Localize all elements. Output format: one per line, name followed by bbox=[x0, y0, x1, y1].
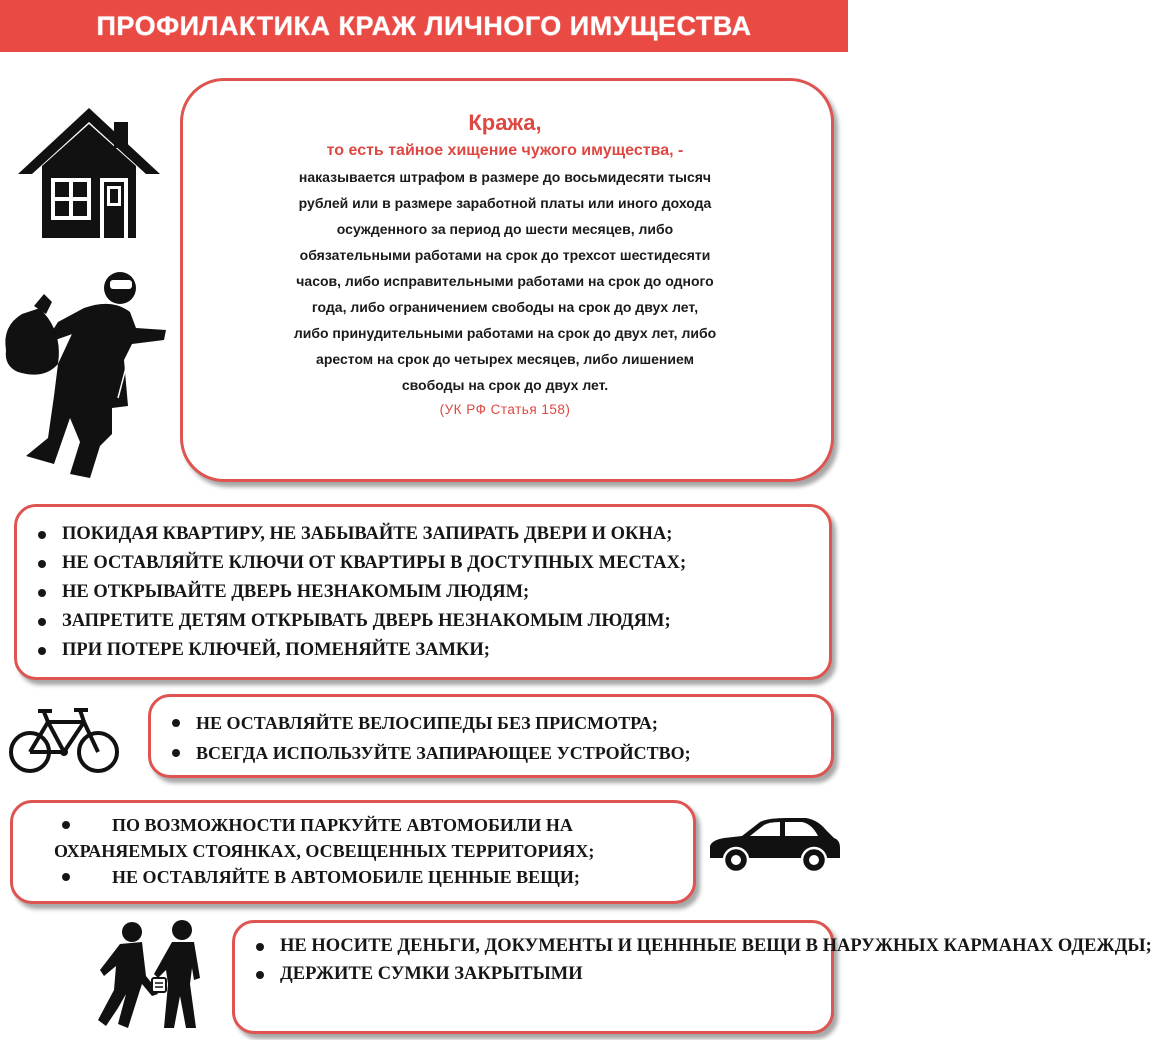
pickpocket-icon bbox=[96, 920, 216, 1030]
list-item bbox=[22, 812, 682, 838]
penalty-text bbox=[198, 164, 812, 398]
list-item: НЕ ОТКРЫВАЙТЕ ДВЕРЬ НЕЗНАКОМЫМ ЛЮДЯМ; bbox=[30, 578, 820, 607]
crime-title: Кража, bbox=[468, 110, 542, 135]
bullet bbox=[62, 821, 70, 829]
car-icon bbox=[706, 818, 844, 874]
penalty-line: арестом на срок до четырех месяцев, либо лишением bbox=[316, 351, 694, 367]
penalty-line: наказывается штрафом в размере до восьмидесяти тысяч bbox=[298, 169, 712, 185]
list-item: ЗАПРЕТИТЕ ДЕТЯМ ОТКРЫВАТЬ ДВЕРЬ НЕЗНАКОМЫМ ЛЮДЯМ; bbox=[30, 607, 820, 636]
page-title: ПРОФИЛАКТИКА КРАЖ ЛИЧНОГО ИМУЩЕСТВА bbox=[96, 11, 752, 41]
bicycle-icon bbox=[8, 702, 120, 774]
law-reference: (УК РФ Статья 158) bbox=[439, 402, 571, 417]
list-item: НЕ ОСТАВЛЯЙТЕ КЛЮЧИ ОТ КВАРТИРЫ В ДОСТУПНЫХ МЕСТАХ; bbox=[30, 549, 820, 578]
penalty-line: года, либо ограничением свободы на срок до двух лет, bbox=[311, 299, 699, 315]
crime-definition-text: то есть тайное хищение чужого имущества, - bbox=[326, 142, 684, 159]
apartment-tips-list bbox=[30, 520, 820, 665]
thief-icon bbox=[0, 268, 180, 483]
penalty-line: обязательными работами на срок до трехсот шестидесяти bbox=[299, 247, 711, 263]
bullet bbox=[62, 873, 70, 881]
crime-definition bbox=[198, 108, 812, 422]
bicycle-tips-list bbox=[164, 708, 824, 768]
personal-tips-list bbox=[248, 932, 1152, 988]
list-item bbox=[22, 864, 682, 890]
penalty-line: осужденного за период до шести месяцев, либо bbox=[336, 221, 674, 237]
list-item-text: НЕ ОСТАВЛЯЙТЕ В АВТОМОБИЛЕ ЦЕННЫЕ ВЕЩИ; bbox=[112, 867, 580, 887]
list-item: ПОКИДАЯ КВАРТИРУ, НЕ ЗАБЫВАЙТЕ ЗАПИРАТЬ ДВЕРИ И ОКНА; bbox=[30, 520, 820, 549]
penalty-line: рублей или в размере заработной платы или иного дохода bbox=[298, 195, 712, 211]
list-item-text: ПО ВОЗМОЖНОСТИ ПАРКУЙТЕ АВТОМОБИЛИ НА bbox=[112, 815, 573, 835]
list-item: ВСЕГДА ИСПОЛЬЗУЙТЕ ЗАПИРАЮЩЕЕ УСТРОЙСТВО; bbox=[164, 738, 824, 768]
list-item-continuation: ОХРАНЯЕМЫХ СТОЯНКАХ, ОСВЕЩЕННЫХ ТЕРРИТОРИЯХ; bbox=[54, 841, 595, 861]
list-item: НЕ ОСТАВЛЯЙТЕ ВЕЛОСИПЕДЫ БЕЗ ПРИСМОТРА; bbox=[164, 708, 824, 738]
car-tips-list bbox=[22, 812, 682, 890]
penalty-line: часов, либо исправительными работами на срок до одного bbox=[296, 273, 714, 289]
penalty-line: либо принудительными работами на срок до двух лет, либо bbox=[293, 325, 717, 341]
list-item: ДЕРЖИТЕ СУМКИ ЗАКРЫТЫМИ bbox=[248, 960, 824, 988]
penalty-line: свободы на срок до двух лет. bbox=[401, 377, 609, 393]
list-item: НЕ НОСИТЕ ДЕНЬГИ, ДОКУМЕНТЫ И ЦЕНННЫЕ ВЕЩИ В НАРУЖНЫХ КАРМАНАХ ОДЕЖДЫ; bbox=[248, 932, 824, 960]
list-item: ПРИ ПОТЕРЕ КЛЮЧЕЙ, ПОМЕНЯЙТЕ ЗАМКИ; bbox=[30, 636, 820, 665]
house-icon bbox=[14, 104, 164, 244]
